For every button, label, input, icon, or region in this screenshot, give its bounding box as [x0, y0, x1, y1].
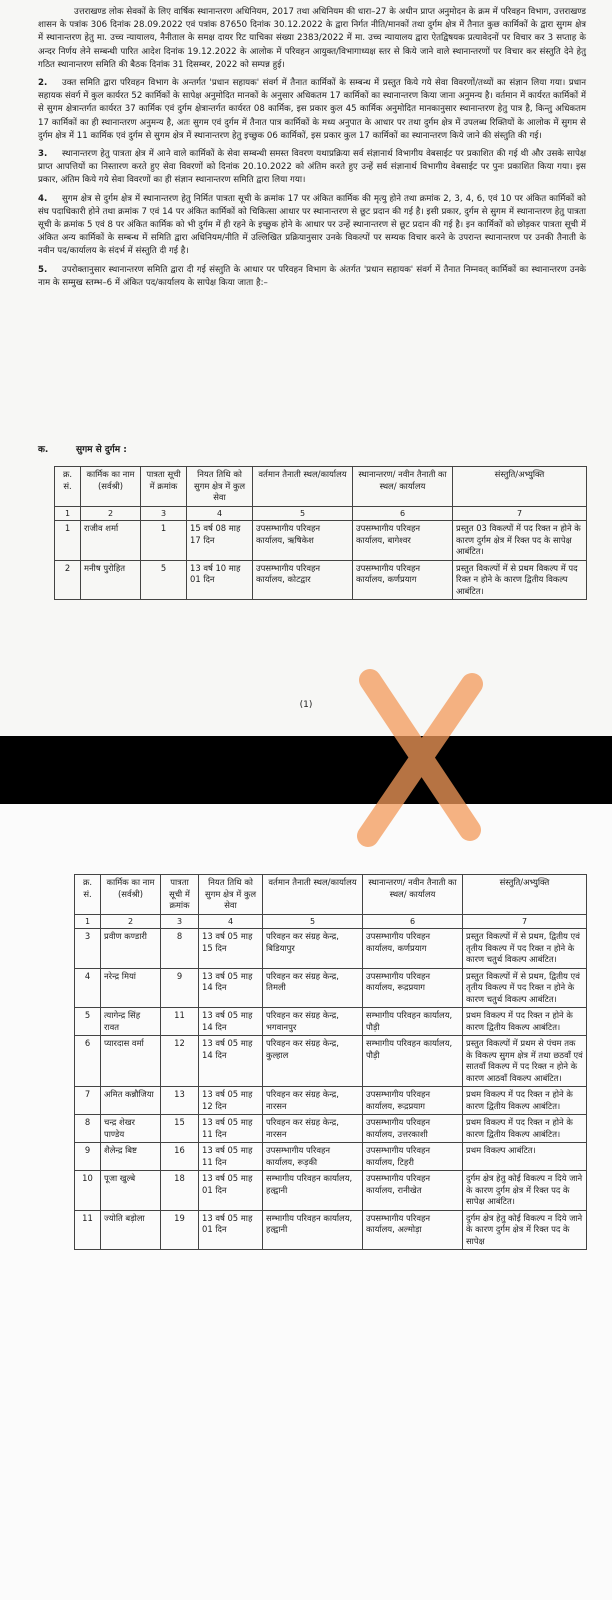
- cell-service: 13 वर्ष 05 माह 11 दिन: [199, 1115, 263, 1143]
- paragraph-2-text: उक्त समिति द्वारा परिवहन विभाग के अन्तर्गत 'प्रधान सहायक' संवर्ग में तैनात कार्मिकों के सम्बन्ध में प्रस्तुत किये गये सेवा विवरणों/तथ्यों का संज्ञान लिया गया। प्रधान सहायक संवर्ग में कुल कार्यरत 52 कार्मिकों के सापेक्ष अनुमोदित मानकों के अनुसार अधिकतम 17 कार्मिकों का स्थानान्तरण किया जाना अनुमन्य है। वर्तमान में कार्यरत कार्मिकों में से सुगम क्षेत्रान्तर्गत कार्यरत 37 कार्मिक एवं दुर्गम क्षेत्रान्तर्गत कार्यरत 08 कार्मिक, इस प्रकार कुल 45 कार्मिक अनुमोदित मानकानुसार स्थानान्तरण हेतु पात्र है, किन्तु अधिकतम 17 कार्मिकों का ही स्थानान्तरण अनुमन्य है, अतः सुगम एवं दुर्गम में तैनात पात्र कार्मिकों के मध्य अनुपात के आधार पर तथा दुर्गम क्षेत्र में उपलब्ध रिक्तियों के आलोक में सुगम से दुर्गम क्षेत्र में 11 कार्मिक एवं दुर्गम से सुगम क्षेत्र में स्थानान्तरण हेतु इच्छुक 06 कार्मिकों, इस प्रकार कुल 17 कार्मिकों का स्थानान्तरण किये जाने की संस्तुति की गई।: [38, 78, 586, 141]
- table-row: [75, 1143, 587, 1171]
- cell-list-no: 5: [141, 560, 187, 600]
- cell-list-no: 8: [161, 929, 199, 969]
- cell-current: परिवहन कर संग्रह केन्द्र, तिमली: [263, 968, 363, 1008]
- table-row: [75, 968, 587, 1008]
- transfer-table-2: [74, 874, 587, 1250]
- cell-list-no: 16: [161, 1143, 199, 1171]
- cell-new: उपसम्भागीय परिवहन कार्यालय, टिहरी: [363, 1143, 463, 1171]
- cell-sn: 7: [75, 1087, 101, 1115]
- cell-current: परिवहन कर संग्रह केन्द्र, भगवानपुर: [263, 1008, 363, 1036]
- cell-name: प्रवीण कण्डारी: [101, 929, 161, 969]
- cell-new: उपसम्भागीय परिवहन कार्यालय, रूद्रप्रयाग: [363, 968, 463, 1008]
- col-number: 7: [463, 914, 587, 929]
- cell-new: उपसम्भागीय परिवहन कार्यालय, बागेश्वर: [353, 521, 453, 561]
- cell-list-no: 9: [161, 968, 199, 1008]
- paragraph-4-number: 4.: [38, 193, 48, 204]
- cell-service: 13 वर्ष 05 माह 15 दिन: [199, 929, 263, 969]
- page-number: (1): [299, 700, 313, 710]
- cell-sn: 2: [55, 560, 81, 600]
- col-number: 2: [101, 914, 161, 929]
- col-number: 1: [75, 914, 101, 929]
- cell-service: 13 वर्ष 05 माह 14 दिन: [199, 1008, 263, 1036]
- cell-list-no: 11: [161, 1008, 199, 1036]
- cell-current: परिवहन कर संग्रह केन्द्र, नारसन: [263, 1087, 363, 1115]
- header-sn: क्र. सं.: [75, 875, 101, 915]
- paragraph-1: उत्तराखण्ड लोक सेवकों के लिए वार्षिक स्थानान्तरण अधिनियम, 2017 तथा अधिनियम की धारा–27 के अधीन प्राप्त अनुमोदन के क्रम में परिवहन विभाग, उत्तराखण्ड शासन के पत्रांक 306 दिनांक 28.09.2022 एवं पत्रांक 87650 दिनांक 30.12.2022 के द्वारा निर्गत नीति/मानकों तथा दुर्गम क्षेत्र में तैनात कुछ कार्मिकों के द्वारा सुगम क्षेत्र में स्थानान्तरण हेतु मा. उच्च न्यायालय, नैनीताल के समक्ष दायर रिट याचिका संख्या 2383/2022 में मा. उच्च न्यायालय द्वारा ऐतद्विषयक प्रत्यावेदनों पर विचार कर 3 सप्ताह के अन्दर निर्णय लेने सम्बन्धी पारित आदेश दिनांक 19.12.2022 के आलोक में परिवहन आयुक्त/विभागाध्यक्ष स्तर से किये जाने वाले स्थानान्तरणों पर विचार कर संस्तुति देने हेतु गठित स्थानान्तरण समिति की बैठक दिनांक 31 दिसम्बर, 2022 को सम्पन्न हुई।: [38, 7, 586, 70]
- header-new-posting: स्थानान्तरण/ नवीन तैनाती का स्थल/ कार्यालय: [363, 875, 463, 915]
- cell-service: 15 वर्ष 08 माह 17 दिन: [187, 521, 253, 561]
- cell-name: त्यागेन्द्र सिंह रावत: [101, 1008, 161, 1036]
- cell-remark: दुर्गम क्षेत्र हेतु कोई विकल्प न दिये जाने के कारण दुर्गम क्षेत्र में रिक्त पद के सापेक्ष आबंटित।: [463, 1171, 587, 1211]
- cell-sn: 9: [75, 1143, 101, 1171]
- cell-current: सम्भागीय परिवहन कार्यालय, हल्द्वानी: [263, 1171, 363, 1211]
- cell-new: उपसम्भागीय परिवहन कार्यालय, कर्णप्रयाग: [353, 560, 453, 600]
- table-header-row: [75, 875, 587, 915]
- section-heading: [38, 442, 127, 455]
- col-number: 4: [199, 914, 263, 929]
- col-number: 1: [55, 506, 81, 521]
- intro-text: [38, 6, 586, 295]
- cell-name: मनीष पुरोहित: [81, 560, 141, 600]
- cell-list-no: 18: [161, 1171, 199, 1211]
- cell-sn: 11: [75, 1210, 101, 1250]
- header-service: नियत तिथि को सुगम क्षेत्र में कुल सेवा: [199, 875, 263, 915]
- document-page-2: [0, 804, 612, 1600]
- paragraph-5: [38, 264, 586, 290]
- cell-name: राजीव शर्मा: [81, 521, 141, 561]
- cell-current: परिवहन कर संग्रह केन्द्र, कुल्हाल: [263, 1036, 363, 1087]
- cell-list-no: 1: [141, 521, 187, 561]
- screenshot-separator: [0, 736, 612, 804]
- cell-new: सम्भागीय परिवहन कार्यालय, पौड़ी: [363, 1008, 463, 1036]
- cell-name: पूजा खुल्बे: [101, 1171, 161, 1211]
- paragraph-2: [38, 77, 586, 143]
- cell-name: प्यारदास वर्मा: [101, 1036, 161, 1087]
- cell-name: नरेन्द्र मियां: [101, 968, 161, 1008]
- cell-name: चन्द्र शेखर पाण्डेय: [101, 1115, 161, 1143]
- cell-service: 13 वर्ष 10 माह 01 दिन: [187, 560, 253, 600]
- col-number: 4: [187, 506, 253, 521]
- cell-list-no: 13: [161, 1087, 199, 1115]
- paragraph-3-text: स्थानान्तरण हेतु पात्रता क्षेत्र में आने वाले कार्मिकों के सेवा सम्बन्धी समस्त विवरण यथाप्रक्रिया सर्व संज्ञानार्थ विभागीय वेबसाईट पर प्रकाशित की गई थी और उसके सापेक्ष प्राप्त आपत्तियों का निस्तारण करते हुए सेवा विवरणों को दिनांक 20.10.2022 को अंतिम करते हुए उन्हें सर्व संज्ञानार्थ विभागीय वेबसाईट पर पुनः प्रकाशित किया गया। इस प्रकार, अंतिम किये गये सेवा विवरणों का ही संज्ञान स्थानान्तरण समिति द्वारा लिया गया।: [38, 149, 586, 186]
- header-remark: संस्तुति/अभ्युक्ति: [453, 467, 587, 507]
- table-header-row: [55, 467, 587, 507]
- cell-service: 13 वर्ष 05 माह 01 दिन: [199, 1210, 263, 1250]
- cell-sn: 5: [75, 1008, 101, 1036]
- column-number-row: [55, 506, 587, 521]
- col-number: 6: [363, 914, 463, 929]
- cell-name: शैलेन्द्र बिष्ट: [101, 1143, 161, 1171]
- cell-current: उपसम्भागीय परिवहन कार्यालय, ऋषिकेश: [253, 521, 353, 561]
- cell-remark: प्रस्तुत 03 विकल्पों में पद रिक्त न होने के कारण दुर्गम क्षेत्र में रिक्त पद के सापेक्ष आबंटित।: [453, 521, 587, 561]
- header-name: कार्मिक का नाम (सर्वश्री): [81, 467, 141, 507]
- header-sn: क्र. सं.: [55, 467, 81, 507]
- cell-current: परिवहन कर संग्रह केन्द्र, बिडियापुर: [263, 929, 363, 969]
- cell-list-no: 15: [161, 1115, 199, 1143]
- paragraph-5-text: उपरोक्तानुसार स्थानान्तरण समिति द्वारा दी गई संस्तुति के आधार पर परिवहन विभाग के अंतर्गत 'प्रधान सहायक' संवर्ग में तैनात निम्नवत् कार्मिकों का स्थानान्तरण उनके नाम के सम्मुख स्तम्भ–6 में अंकित पद/कार्यालय के सापेक्ष किया जाता है:–: [38, 264, 586, 288]
- cell-sn: 3: [75, 929, 101, 969]
- cross-mark-icon: [340, 660, 500, 850]
- paragraph-2-number: 2.: [38, 78, 48, 89]
- transfer-table-1: [54, 466, 587, 600]
- cell-current: उपसम्भागीय परिवहन कार्यालय, रूड़की: [263, 1143, 363, 1171]
- cell-remark: प्रस्तुत विकल्पों में से प्रथम विकल्प में पद रिक्त न होने के कारण द्वितीय विकल्प आबंटित।: [453, 560, 587, 600]
- cell-current: उपसम्भागीय परिवहन कार्यालय, कोटद्वार: [253, 560, 353, 600]
- header-service: नियत तिथि को सुगम क्षेत्र में कुल सेवा: [187, 467, 253, 507]
- cell-remark: प्रस्तुत विकल्पों में से प्रथम, द्वितीय एवं तृतीय विकल्प में पद रिक्त न होने के कारण चतुर्थ विकल्प आबंटित।: [463, 968, 587, 1008]
- table-row: [75, 1210, 587, 1250]
- table-row: [75, 1171, 587, 1211]
- table-row: [75, 929, 587, 969]
- paragraph-4-text: सुगम क्षेत्र से दुर्गम क्षेत्र में स्थानान्तरण हेतु निर्मित पात्रता सूची के क्रमांक 17 पर अंकित कार्मिक की मृत्यु होने तथा क्रमांक 2, 3, 4, 6, एवं 10 पर अंकित कार्मिकों को संघ पदाधिकारी होने तथा क्रमांक 7 एवं 14 पर अंकित कार्मिकों को चिकित्सा आधार पर स्थानान्तरण से छूट प्रदान की गई है। इसी प्रकार, दुर्गम से सुगम में स्थानान्तरण हेतु पात्रता सूची के क्रमांक 5 एवं 8 पर अंकित कार्मिक को भी दुर्गम में ही रहने के इच्छुक होने के आधार पर उन्हें स्थानान्तरण से छूट प्रदान की गई है। इन कार्मिकों को छोड़कर पात्रता सूची में अंकित अन्य कार्मिकों के सम्बन्ध में समिति द्वारा अधिनियम/नीति में उल्लिखित प्रक्रियानुसार उनके विकल्पों पर सम्यक विचार करने के उपरान्त स्थानान्तरण पर उनकी तैनाती के नवीन पद/कार्यालय के संदर्भ में संस्तुति दी गई है।: [38, 193, 586, 257]
- cell-sn: 10: [75, 1171, 101, 1211]
- table-row: [55, 521, 587, 561]
- header-list-no: पात्रता सूची में क्रमांक: [161, 875, 199, 915]
- section-title: सुगम से दुर्गम :: [76, 445, 127, 455]
- cell-name: ज्योति बड़ोला: [101, 1210, 161, 1250]
- col-number: 3: [161, 914, 199, 929]
- cell-current: परिवहन कर संग्रह केन्द्र, नारसन: [263, 1115, 363, 1143]
- cell-sn: 4: [75, 968, 101, 1008]
- cell-new: उपसम्भागीय परिवहन कार्यालय, उत्तरकाशी: [363, 1115, 463, 1143]
- cell-list-no: 19: [161, 1210, 199, 1250]
- cell-remark: प्रथम विकल्प में पद रिक्त न होने के कारण द्वितीय विकल्प आबंटित।: [463, 1087, 587, 1115]
- cell-remark: प्रस्तुत विकल्पों में प्रथम से पंचम तक के विकल्प सुगम क्षेत्र में तथा छठवाँ एवं सातवाँ विकल्प में पद रिक्त न होने के कारण आठवाँ विकल्प आबंटित।: [463, 1036, 587, 1087]
- col-number: 5: [263, 914, 363, 929]
- cell-sn: 8: [75, 1115, 101, 1143]
- header-remark: संस्तुति/अभ्युक्ति: [463, 875, 587, 915]
- table-row: [75, 1087, 587, 1115]
- section-number: क.: [38, 445, 49, 455]
- cell-list-no: 12: [161, 1036, 199, 1087]
- cell-new: उपसम्भागीय परिवहन कार्यालय, अल्मोड़ा: [363, 1210, 463, 1250]
- table-row: [75, 1008, 587, 1036]
- cell-new: उपसम्भागीय परिवहन कार्यालय, रानीखेत: [363, 1171, 463, 1211]
- cell-remark: प्रथम विकल्प आबंटित।: [463, 1143, 587, 1171]
- cell-service: 13 वर्ष 05 माह 14 दिन: [199, 968, 263, 1008]
- paragraph-5-number: 5.: [38, 264, 48, 275]
- cell-sn: 6: [75, 1036, 101, 1087]
- paragraph-3: [38, 148, 586, 188]
- col-number: 3: [141, 506, 187, 521]
- table-row: [75, 1115, 587, 1143]
- table-row: [75, 1036, 587, 1087]
- cell-service: 13 वर्ष 05 माह 14 दिन: [199, 1036, 263, 1087]
- header-current-posting: वर्तमान तैनाती स्थल/कार्यालय: [263, 875, 363, 915]
- cell-service: 13 वर्ष 05 माह 11 दिन: [199, 1143, 263, 1171]
- cell-new: उपसम्भागीय परिवहन कार्यालय, कर्णप्रयाग: [363, 929, 463, 969]
- header-new-posting: स्थानान्तरण/ नवीन तैनाती का स्थल/ कार्यालय: [353, 467, 453, 507]
- header-current-posting: वर्तमान तैनाती स्थल/कार्यालय: [253, 467, 353, 507]
- cell-service: 13 वर्ष 05 माह 01 दिन: [199, 1171, 263, 1211]
- transfer-table-2-body: [75, 929, 587, 1250]
- header-list-no: पात्रता सूची में क्रमांक: [141, 467, 187, 507]
- cell-remark: दुर्गम क्षेत्र हेतु कोई विकल्प न दिये जाने के कारण दुर्गम क्षेत्र में रिक्त पद के सापेक्ष: [463, 1210, 587, 1250]
- paragraph-3-number: 3.: [38, 149, 48, 160]
- col-number: 6: [353, 506, 453, 521]
- column-number-row: [75, 914, 587, 929]
- cell-remark: प्रस्तुत विकल्पों में से प्रथम, द्वितीय एवं तृतीय विकल्प में पद रिक्त न होने के कारण चतुर्थ विकल्प आबंटित।: [463, 929, 587, 969]
- cell-sn: 1: [55, 521, 81, 561]
- cell-remark: प्रथम विकल्प में पद रिक्त न होने के कारण द्वितीय विकल्प आबंटित।: [463, 1008, 587, 1036]
- cell-new: उपसम्भागीय परिवहन कार्यालय, रूद्रप्रयाग: [363, 1087, 463, 1115]
- cell-name: अमित कन्नौजिया: [101, 1087, 161, 1115]
- col-number: 7: [453, 506, 587, 521]
- cell-new: सम्भागीय परिवहन कार्यालय, पौड़ी: [363, 1036, 463, 1087]
- cell-service: 13 वर्ष 05 माह 12 दिन: [199, 1087, 263, 1115]
- header-name: कार्मिक का नाम (सर्वश्री): [101, 875, 161, 915]
- cell-current: सम्भागीय परिवहन कार्यालय, हल्द्वानी: [263, 1210, 363, 1250]
- col-number: 5: [253, 506, 353, 521]
- cell-remark: प्रथम विकल्प में पद रिक्त न होने के कारण द्वितीय विकल्प आबंटित।: [463, 1115, 587, 1143]
- table-row: [55, 560, 587, 600]
- paragraph-4: [38, 193, 586, 259]
- document-page-1: [0, 0, 612, 736]
- col-number: 2: [81, 506, 141, 521]
